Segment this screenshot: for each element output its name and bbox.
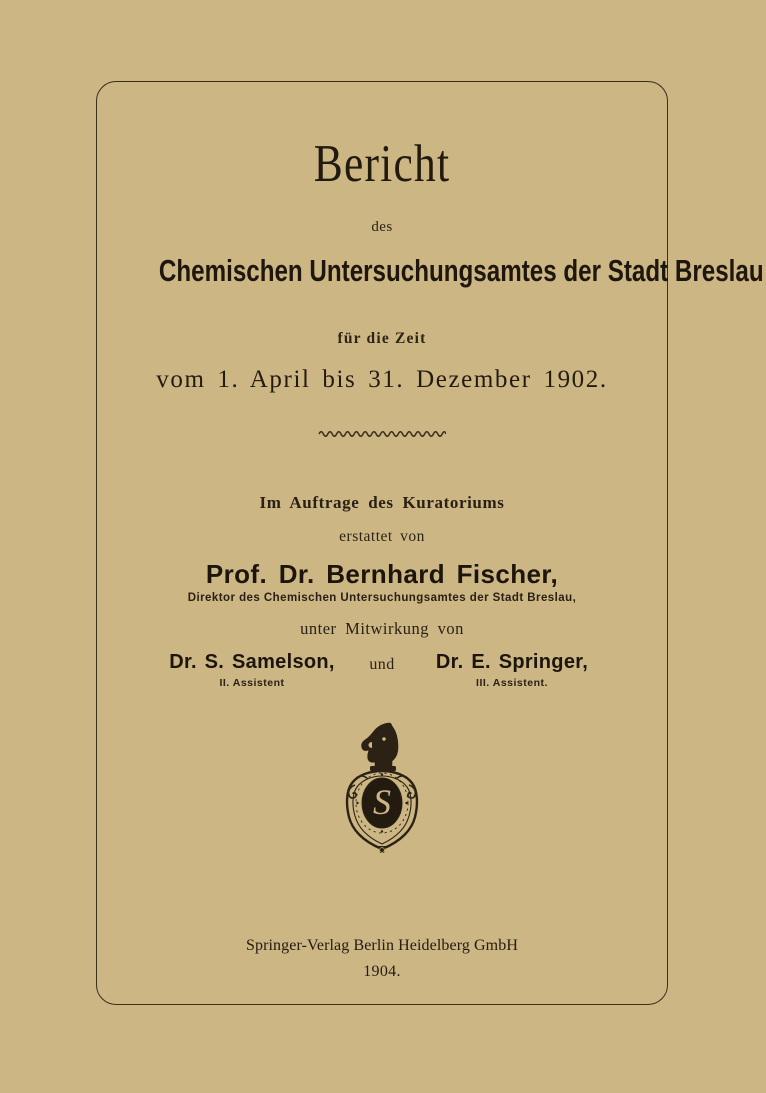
publisher-imprint: Springer-Verlag Berlin Heidelberg GmbH — [245, 937, 518, 954]
springer-knight-logo — [334, 717, 430, 857]
author-role: Direktor des Chemischen Untersuchungsamtes der Stadt Breslau, — [187, 592, 577, 604]
collaborator-conjunction: und — [369, 656, 395, 673]
title-page-content — [96, 81, 764, 1005]
period-label: für die Zeit — [337, 330, 427, 347]
commissioned-by-line: Im Auftrage des Kuratoriums — [259, 493, 505, 512]
wavy-rule-ornament — [318, 427, 446, 439]
svg-text:S: S — [373, 782, 391, 822]
title-connector-des: des — [371, 219, 393, 235]
publication-year: 1904. — [363, 963, 401, 980]
collaborator-name: Dr. S. Samelson, — [169, 651, 335, 673]
collaborator-rank: II. Assistent — [219, 677, 285, 689]
collaborator-rank: III. Assistent. — [476, 677, 548, 689]
author-name: Prof. Dr. Bernhard Fischer, — [205, 559, 559, 589]
collaborator-entry — [157, 651, 347, 689]
collaborator-entry — [417, 651, 607, 689]
collaborators-list — [136, 651, 628, 689]
institution-name: Chemischen Untersuchungsamtes der Stadt Breslau — [158, 253, 764, 288]
collaborators-label: unter Mitwirkung von — [300, 619, 464, 638]
period-range: vom 1. April bis 31. Dezember 1902. — [156, 366, 608, 393]
collaborator-name: Dr. E. Springer, — [435, 651, 589, 673]
page-title: Bericht — [313, 135, 451, 193]
reported-by-label: erstattet von — [339, 528, 425, 545]
